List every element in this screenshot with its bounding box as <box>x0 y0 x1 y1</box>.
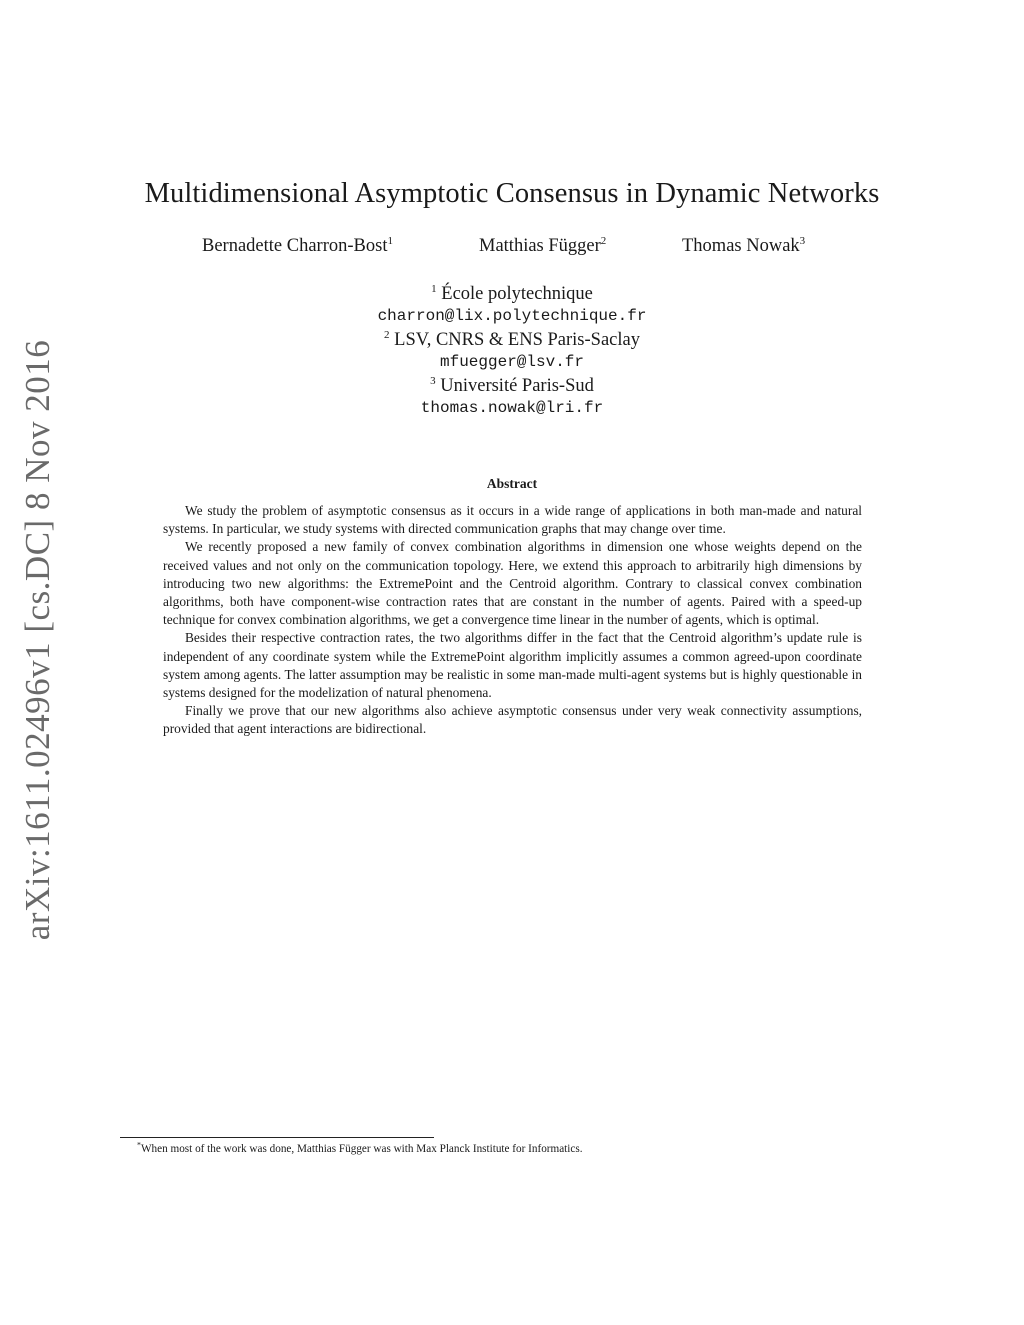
arxiv-identifier: arXiv:1611.02496v1 [cs.DC] 8 Nov 2016 <box>18 339 57 941</box>
affiliation-mark: 3 <box>430 374 436 387</box>
author-name: Bernadette Charron-Bost <box>202 236 388 256</box>
email-fuegger: mfuegger@lsv.fr <box>439 353 585 371</box>
author-fuegger <box>479 236 606 257</box>
affiliation-2 <box>0 328 1024 351</box>
footnote <box>137 1140 583 1155</box>
abstract-paragraph: Besides their respective contraction rates, the two algorithms differ in the fact that the Centroid algorithm’s update rule is independent of any coordinate system while the ExtremePoint algorithm implicitly assumes a common agreed-upon coordinate system among agents. The latter assumption may be realistic in some man-made multi-agent systems but is highly questionable in systems designed for the modelization of natural phenomena. <box>163 630 862 701</box>
author-affiliation-mark: 1 <box>387 234 393 247</box>
author-name: Matthias Függer <box>479 236 601 256</box>
affiliation-3 <box>0 374 1024 397</box>
affiliation-institution: Université Paris-Sud <box>440 376 594 396</box>
affiliation-institution: LSV, CNRS & ENS Paris-Saclay <box>394 330 640 350</box>
author-affiliation-mark: 3 <box>799 234 806 247</box>
abstract-heading: Abstract <box>486 476 538 491</box>
affiliation-mark: 1 <box>431 282 437 295</box>
email-nowak: thomas.nowak@lri.fr <box>420 399 604 417</box>
footnote-text: When most of the work was done, Matthias Függer was with Max Planck Institute for Informatics. <box>141 1143 583 1155</box>
abstract-paragraph: We recently proposed a new family of convex combination algorithms in dimension one whose weights depend on the received values and not only on the communication topology. Here, we extend this approach to arbitrarily high dimensions by introducing two new algorithms: the ExtremePoint and the Centroid algorithm. Contrary to classical convex combination algorithms, both have component-wise contraction rates that are constant in the number of agents. Paired with a speed-up technique for convex combination algorithms, we get a convergence time linear in the number of agents, which is optimal. <box>163 539 862 628</box>
author-charron-bost <box>202 236 393 257</box>
email-charron: charron@lix.polytechnique.fr <box>377 307 647 325</box>
affiliation-1 <box>0 282 1024 305</box>
affiliation-institution: École polytechnique <box>441 284 593 304</box>
affiliation-mark: 2 <box>384 328 390 341</box>
author-name: Thomas Nowak <box>682 236 800 256</box>
abstract-body <box>163 502 862 739</box>
author-list <box>202 236 842 266</box>
affiliation-list <box>0 282 1024 420</box>
footnote-mark: * <box>137 1140 141 1150</box>
footnote-divider <box>120 1137 434 1138</box>
author-affiliation-mark: 2 <box>600 234 607 247</box>
author-nowak <box>682 236 805 257</box>
paper-title: Multidimensional Asymptotic Consensus in Dynamic Networks <box>144 178 880 209</box>
abstract-paragraph: Finally we prove that our new algorithms also achieve asymptotic consensus under very weak connectivity assumptions, provided that agent interactions are bidirectional. <box>163 703 862 737</box>
abstract-paragraph: We study the problem of asymptotic consensus as it occurs in a wide range of applications in both man-made and natural systems. In particular, we study systems with directed communication graphs that may change over time. <box>163 503 862 537</box>
